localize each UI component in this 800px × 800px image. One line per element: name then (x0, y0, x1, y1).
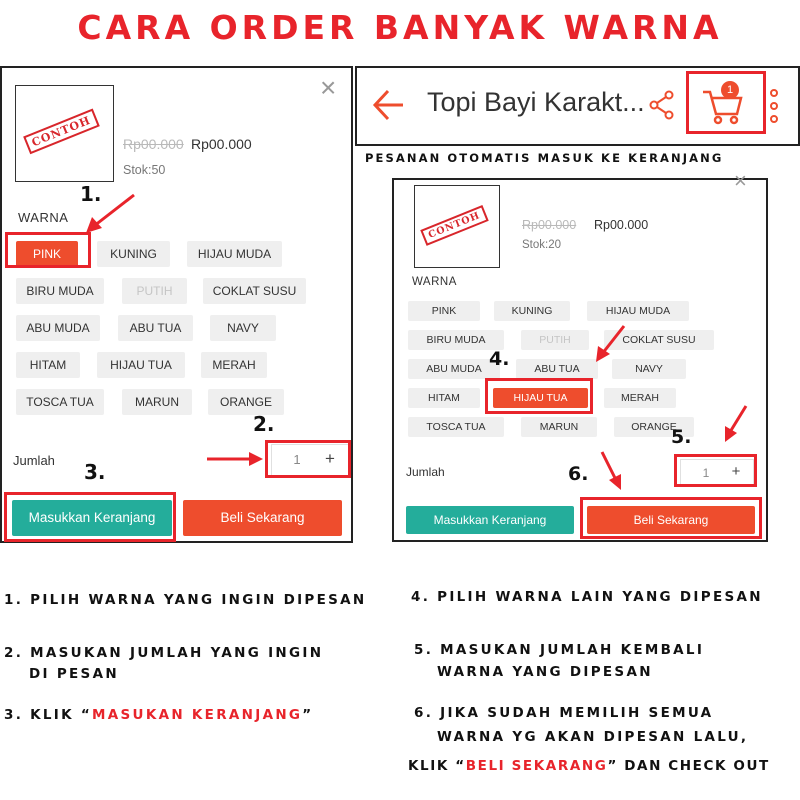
highlight-pink (5, 232, 91, 268)
color-option-hijau-tua[interactable]: HIJAU TUA (97, 352, 185, 378)
plus-icon[interactable]: + (731, 463, 741, 480)
add-to-cart-button[interactable]: Masukkan Keranjang (12, 500, 172, 536)
highlight-hijau-tua (485, 378, 593, 414)
color-option-hitam[interactable]: HITAM (16, 352, 80, 378)
discount-price: Rp00.000 (191, 136, 252, 152)
color-option-marun[interactable]: MARUN (122, 389, 192, 415)
color-option-tosca-tua[interactable]: TOSCA TUA (408, 417, 504, 437)
color-option-navy[interactable]: NAVY (210, 315, 276, 341)
color-option-hijau-tua[interactable]: HIJAU TUA (493, 388, 588, 408)
color-option-biru-muda[interactable]: BIRU MUDA (408, 330, 504, 350)
variant-label: WARNA (18, 210, 69, 225)
highlight-quantity-2 (674, 454, 757, 487)
add-to-cart-button[interactable]: Masukkan Keranjang (406, 506, 574, 534)
more-vertical-icon[interactable] (769, 88, 779, 124)
color-option-coklat-susu[interactable]: COKLAT SUSU (203, 278, 306, 304)
quantity-value[interactable]: 1 (702, 466, 710, 480)
step-2-label: 2. (253, 412, 275, 436)
color-option-abu-muda[interactable]: ABU MUDA (16, 315, 100, 341)
instruction-5-line2: WARNA YANG DIPESAN (437, 664, 653, 680)
color-option-kuning[interactable]: KUNING (494, 301, 570, 321)
color-option-navy[interactable]: NAVY (612, 359, 686, 379)
color-option-kuning[interactable]: KUNING (97, 241, 170, 267)
color-option-pink[interactable]: PINK (16, 241, 78, 267)
quantity-label: Jumlah (406, 465, 445, 479)
color-option-orange[interactable]: ORANGE (614, 417, 694, 437)
auto-cart-note: PESANAN OTOMATIS MASUK KE KERANJANG (365, 151, 724, 165)
plus-icon[interactable]: + (325, 449, 335, 468)
instruction-2-line1: 2. MASUKAN JUMLAH YANG INGIN (4, 645, 324, 661)
close-icon[interactable]: × (734, 168, 747, 193)
highlight-quantity (265, 440, 351, 478)
instruction-6-highlight: BELI SEKARANG (465, 758, 608, 774)
instruction-6-line3 (408, 758, 770, 774)
share-icon[interactable] (649, 90, 675, 120)
instruction-3-highlight: MASUKAN KERANJANG (92, 707, 303, 723)
cart-count-badge: 1 (721, 81, 739, 99)
arrow-step5-icon (722, 404, 752, 444)
step-5-label: 5. (671, 426, 692, 448)
step-6-label: 6. (568, 463, 589, 485)
step-1-label: 1. (80, 182, 102, 206)
stock-count: Stok:50 (123, 163, 166, 177)
stock-count: Stok:20 (522, 239, 561, 251)
product-image (414, 185, 500, 268)
instruction-3-suffix: ” (302, 707, 314, 723)
product-title: Topi Bayi Karakt... (427, 87, 645, 117)
color-option-tosca-tua[interactable]: TOSCA TUA (16, 389, 104, 415)
step-3-label: 3. (84, 460, 106, 484)
instruction-3-prefix: 3. KLIK “ (4, 707, 93, 723)
product-image (15, 85, 114, 182)
variant-label: WARNA (412, 276, 457, 288)
page-title: CARA ORDER BANYAK WARNA (77, 8, 723, 47)
color-option-abu-tua[interactable]: ABU TUA (516, 359, 598, 379)
color-option-hitam[interactable]: HITAM (408, 388, 480, 408)
color-option-merah[interactable]: MERAH (201, 352, 267, 378)
color-option-hijau-muda[interactable]: HIJAU MUDA (187, 241, 282, 267)
quantity-value[interactable]: 1 (293, 452, 301, 467)
color-option-abu-tua[interactable]: ABU TUA (118, 315, 193, 341)
original-price: Rp00.000 (522, 218, 577, 232)
quantity-label: Jumlah (13, 453, 55, 468)
color-option-biru-muda[interactable]: BIRU MUDA (16, 278, 104, 304)
discount-price: Rp00.000 (594, 218, 649, 232)
color-option-pink[interactable]: PINK (408, 301, 480, 321)
color-option-putih: PUTIH (122, 278, 187, 304)
instruction-6-line2: WARNA YG AKAN DIPESAN LALU, (437, 729, 749, 745)
instruction-2-line2: DI PESAN (29, 666, 119, 682)
close-icon[interactable]: × (320, 72, 337, 103)
arrow-left-icon[interactable] (371, 86, 405, 124)
instruction-6-line1: 6. JIKA SUDAH MEMILIH SEMUA (414, 705, 714, 721)
instruction-5-line1: 5. MASUKAN JUMLAH KEMBALI (414, 642, 705, 658)
instruction-6-prefix: KLIK “ (408, 758, 466, 774)
color-option-orange[interactable]: ORANGE (208, 389, 284, 415)
step-4-label: 4. (489, 348, 510, 370)
highlight-add-to-cart (4, 492, 176, 542)
color-option-merah[interactable]: MERAH (604, 388, 676, 408)
cart-highlight (686, 71, 766, 134)
instruction-6-suffix: ” DAN CHECK OUT (607, 758, 770, 774)
product-top-bar (355, 66, 800, 146)
arrow-step4-icon (592, 322, 632, 372)
instruction-1: 1. PILIH WARNA YANG INGIN DIPESAN (4, 592, 367, 608)
highlight-buy-now (580, 497, 762, 539)
color-option-hijau-muda[interactable]: HIJAU MUDA (587, 301, 689, 321)
instruction-4: 4. PILIH WARNA LAIN YANG DIPESAN (411, 589, 763, 605)
color-option-marun[interactable]: MARUN (521, 417, 597, 437)
original-price: Rp00.000 (123, 136, 184, 152)
right-variant-popup (392, 168, 768, 542)
color-option-putih: PUTIH (521, 330, 589, 350)
instruction-3 (4, 707, 313, 723)
arrow-step2-icon (205, 448, 267, 470)
sample-stamp: CONTOH (420, 205, 488, 246)
buy-now-button[interactable]: Beli Sekarang (183, 500, 342, 536)
color-option-coklat-susu[interactable]: COKLAT SUSU (604, 330, 714, 350)
sample-stamp: CONTOH (23, 109, 99, 155)
arrow-step6-icon (598, 450, 628, 492)
buy-now-button[interactable]: Beli Sekarang (587, 506, 755, 534)
color-option-abu-muda[interactable]: ABU MUDA (408, 359, 500, 379)
